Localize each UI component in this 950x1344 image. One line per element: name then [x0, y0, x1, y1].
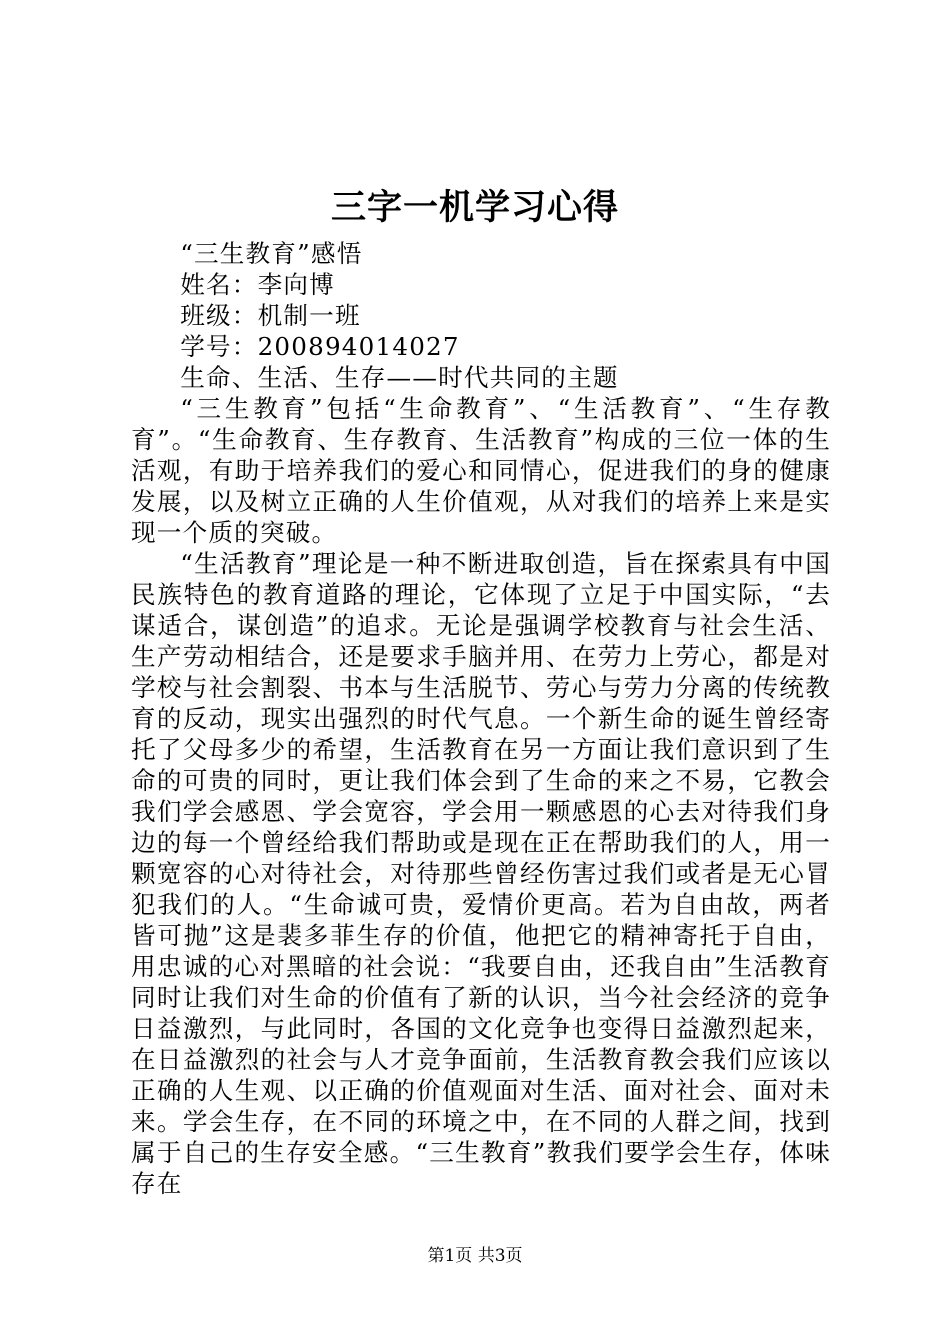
document-title: 三字一机学习心得 [330, 187, 619, 228]
class-line: 班级：机制一班 [180, 301, 361, 330]
theme-heading: 生命、生活、生存——时代共同的主题 [180, 363, 619, 392]
subtitle-line: “三生教育”感悟 [180, 239, 363, 268]
page-footer: 第1页 共3页 [427, 1246, 523, 1266]
document-body [131, 238, 831, 1199]
author-name-line: 姓名：李向博 [180, 270, 335, 299]
paragraph-2: “生活教育”理论是一种不断进取创造，旨在探索具有中国民族特色的教育道路的理论，它体现了立足于中国实际，“去谋适合，谋创造”的追求。无论是强调学校教育与社会生活、生产劳动相结合，还是要求手脑并用、在劳力上劳心，都是对学校与社会割裂、书本与生活脱节、劳心与劳力分离的传统教育的反动，现实出强烈的时代气息。一个新生命的诞生曾经寄托了父母多少的希望，生活教育在另一方面让我们意识到了生命的可贵的同时，更让我们体会到了生命的来之不易，它教会我们学会感恩、学会宽容，学会用一颗感恩的心去对待我们身边的每一个曾经给我们帮助或是现在正在帮助我们的人，用一颗宽容的心对待社会，对待那些曾经伤害过我们或者是无心冒犯我们的人。“生命诚可贵，爱情价更高。若为自由故，两者皆可抛”这是裴多菲生存的价值，他把它的精神寄托于自由，用忠诚的心对黑暗的社会说：“我要自由，还我自由”生活教育同时让我们对生命的价值有了新的认识，当今社会经济的竞争日益激烈，与此同时，各国的文化竞争也变得日益激烈起来，在日益激烈的社会与人才竞争面前，生活教育教会我们应该以正确的人生观、以正确的价值观面对生活、面对社会、面对未来。学会生存，在不同的环境之中，在不同的人群之间，找到属于自己的生存安全感。“三生教育”教我们要学会生存，体味存在 [131, 549, 831, 1198]
paragraph-1: “三生教育”包括“生命教育”、“生活教育”、“生存教育”。“生命教育、生存教育、生活教育”构成的三位一体的生活观，有助于培养我们的爱心和同情心，促进我们的身的健康发展，以及树立正确的人生价值观，从对我们的培养上来是实现一个质的突破。 [131, 394, 831, 547]
student-id-line: 学号：200894014027 [180, 332, 460, 361]
